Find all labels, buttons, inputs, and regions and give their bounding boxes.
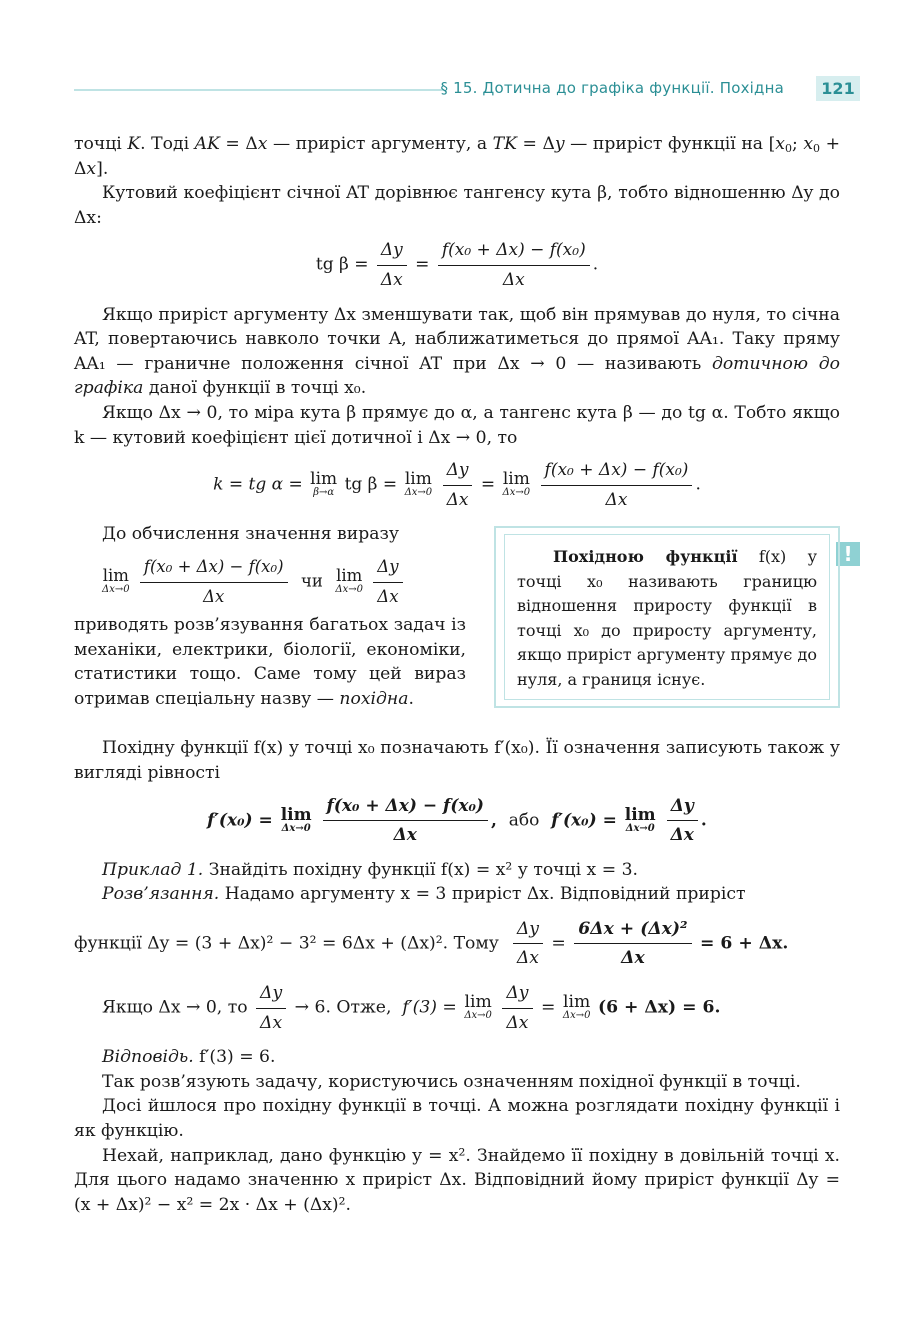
paragraph-6: Так розв’язують задачу, користуючись означенням похідної функції в точці. (102, 1071, 801, 1092)
definition-box (494, 526, 840, 708)
section-title: § 15. Дотична до графіка функції. Похідна (440, 79, 784, 97)
two-column-block (74, 522, 840, 736)
header-rule (74, 89, 444, 91)
paragraph-1: точці K. Тоді AK = Δx — приріст аргументу, а TK = Δy — приріст функції на [$x_0$; $x_0 + \Delta x$]. (74, 134, 840, 179)
left-paragraph-1: До обчислення значення виразу (102, 524, 399, 545)
page-number: 121 (816, 76, 860, 101)
left-paragraph-2: приводять розв’язування багатьох задач із механіки, електрики, біології, економіки, статистики тощо. Саме тому цей вираз отримав спеціальну назву — похідна. (74, 615, 466, 709)
solution-line-2: функції Δy = (3 + Δx)² − 3² = 6Δx + (Δx)². Тому $\frac{\Delta y}{\Delta x}$ = $\frac{\text{6Δx + (Δx)²}}{\Delta x}$ = 6 + Δx. (74, 918, 789, 969)
paragraph-5: Похідну функції f(x) у точці x₀ позначають f′(x₀). Її означення записують також у вигляді рівності (74, 738, 840, 783)
paragraph-2: Кутовий коефіцієнт січної AT дорівнює тангенсу кута β, тобто відношенню Δy до Δx: (74, 183, 840, 228)
paragraph-4: Якщо Δx → 0, то міра кута β прямує до α, а тангенс кута β — до tg α. Тобто якщо k — кутовий коефіцієнт цієї дотичної і Δx → 0, то (74, 402, 840, 448)
formula-derivative-def: f′(x₀) = lim Δx→0 $\frac{\text{f(x₀ + Δx) − f(x₀)}}{\Delta x}$ , або f′(x₀) = lim Δx→0 $\frac{\Delta y}{\Delta x}$ . (207, 795, 707, 846)
paragraph-8: Нехай, наприклад, дано функцію y = x². Знайдемо її похідну в довільній точці x. Для цього надамо значенню x приріст Δx. Відповідний йому приріст функції Δy = (x + Δx)² − x² = 2x · Δx + (Δx)². (74, 1145, 840, 1215)
solution-line-1: Розв’язання. Надамо аргументу x = 3 приріст Δx. Відповідний приріст (102, 884, 746, 905)
page-content (74, 132, 840, 1217)
formula-tg-beta: tg β = $\frac{\Delta y}{\Delta x}$ = $\frac{\text{f(x₀ + Δx) − f(x₀)}}{\Delta x}$ . (315, 240, 599, 290)
solution-line-3: Якщо Δx → 0, то $\frac{\Delta y}{\Delta x}$ → 6. Отже, f′(3) = lim Δx→0 $\frac{\Delta y}{\Delta x}$ = lim Δx→0 (6 + Δx) = 6. (102, 983, 721, 1033)
answer: Відповідь. f′(3) = 6. (102, 1047, 276, 1068)
formula-limits: lim Δx→0 $\frac{\text{f(x₀ + Δx) − f(x₀)}}{\Delta x}$ чи lim Δx→0 $\frac{\Delta y}{\Delta x}$ (100, 555, 466, 609)
paragraph-3: Якщо приріст аргументу Δx зменшувати так, щоб він прямував до нуля, то січна AT, повертаючись навколо точки A, наближатиметься до прямої AA₁. Таку пряму AA₁ — граничне положення січної AT при Δx → 0 — називають дотичною до графіка даної функції в точці x₀. (74, 304, 840, 399)
formula-k: k = tg α = lim β→α tg β = lim Δx→0 $\frac{\Delta y}{\Delta x}$ = lim Δx→0 $\frac{\text{f(x₀ + Δx) − f(x₀)}}{\Delta x}$ . (213, 460, 701, 510)
example-1: Приклад 1. Знайдіть похідну функції f(x) = x² у точці x = 3. (102, 859, 638, 880)
exclamation-icon: ! (836, 542, 860, 566)
paragraph-7: Досі йшлося про похідну функції в точці. А можна розглядати похідну функції і як функцію. (74, 1096, 840, 1142)
page-header (74, 76, 860, 102)
definition-text: Похідною функції f(x) у точці x₀ називають границю відношення приросту функції в точці x₀ до приросту аргументу, якщо приріст аргументу прямує до нуля, а границя існує. (504, 534, 830, 700)
left-column (74, 522, 466, 711)
